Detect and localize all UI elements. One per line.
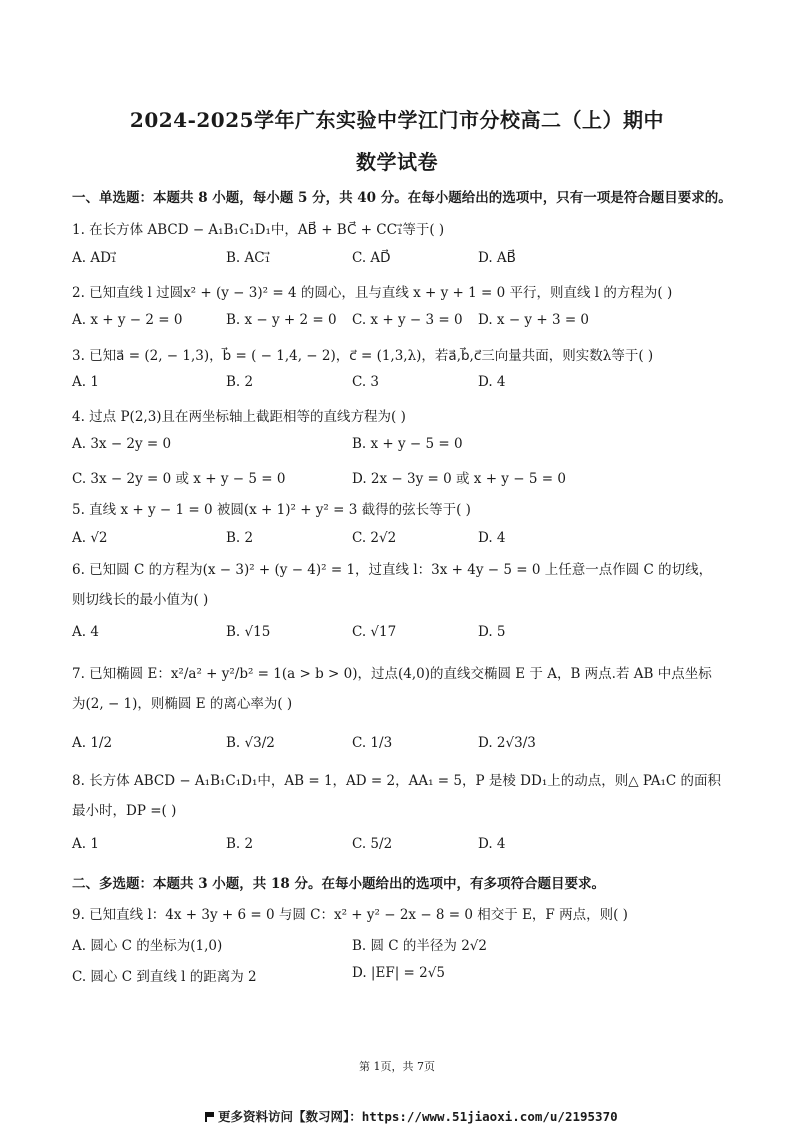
- question-6-option-a: A. 4: [72, 624, 99, 640]
- question-6-stem: 6. 已知圆 C 的方程为(x − 3)² + (y − 4)² = 1，过直线 l：3x + 4y − 5 = 0 上任意一点作圆 C 的切线，则切线长的最小值为( ): [72, 562, 713, 608]
- question-4-option-d: D. 2x − 3y = 0 或 x + y − 5 = 0: [352, 471, 566, 487]
- page-number: 第 1页，共 7页: [359, 1060, 435, 1073]
- flag-icon: [205, 1112, 214, 1122]
- question-1-option-c: C. AD⃗: [352, 250, 391, 266]
- question-3-option-a: A. 1: [72, 374, 99, 390]
- question-8-option-c: C. 5/2: [352, 836, 393, 852]
- question-2-option-c: C. x + y − 3 = 0: [352, 312, 463, 328]
- download-banner[interactable]: [205, 1107, 618, 1125]
- section-heading-multiple-choice: 二、多选题：本题共 3 小题，共 18 分。在每小题给出的选项中，有多项符合题目要求。: [72, 876, 605, 892]
- question-2-stem: 2. 已知直线 l 过圆x² + (y − 3)² = 4 的圆心，且与直线 x + y + 1 = 0 平行，则直线 l 的方程为( ): [72, 285, 673, 301]
- question-7-option-c: C. 1/3: [352, 735, 393, 751]
- question-1-option-a: A. AD₁⃗: [72, 250, 117, 266]
- question-2-option-d: D. x − y + 3 = 0: [478, 312, 590, 328]
- question-5-option-b: B. 2: [226, 530, 254, 546]
- question-4-option-a: A. 3x − 2y = 0: [72, 436, 172, 452]
- question-1-option-b: B. AC₁⃗: [226, 250, 270, 266]
- question-4-option-b: B. x + y − 5 = 0: [352, 436, 463, 452]
- question-1-stem: 1. 在长方体 ABCD − A₁B₁C₁D₁中，AB⃗ + BC⃗ + CC₁⃗等于( ): [72, 222, 445, 238]
- question-7-stem: 7. 已知椭圆 E：x²/a² + y²/b² = 1(a > b > 0)，过点(4,0)的直线交椭圆 E 于 A，B 两点.若 AB 中点坐标为(2, − 1)，则椭圆 E 的离心率为( ): [72, 666, 712, 712]
- question-6-option-c: C. √17: [352, 624, 397, 640]
- question-3-option-b: B. 2: [226, 374, 254, 390]
- question-7-option-b: B. √3/2: [226, 735, 275, 751]
- question-3-option-c: C. 3: [352, 374, 380, 390]
- question-5-option-a: A. √2: [72, 530, 108, 546]
- question-9-option-d: D. |EF| = 2√5: [352, 965, 445, 981]
- banner-text: 更多资料访问【数习网】：https://www.51jiaoxi.com/u/2195370: [218, 1109, 618, 1124]
- question-6-option-b: B. √15: [226, 624, 271, 640]
- question-8-stem: 8. 长方体 ABCD − A₁B₁C₁D₁中，AB = 1，AD = 2，AA₁ = 5，P 是棱 DD₁上的动点，则△ PA₁C 的面积最小时，DP =( ): [72, 773, 722, 819]
- question-9-option-c: C. 圆心 C 到直线 l 的距离为 2: [72, 969, 257, 985]
- question-9-option-b: B. 圆 C 的半径为 2√2: [352, 938, 487, 954]
- question-4-option-c: C. 3x − 2y = 0 或 x + y − 5 = 0: [72, 471, 286, 487]
- question-8-option-a: A. 1: [72, 836, 99, 852]
- question-9-option-a: A. 圆心 C 的坐标为(1,0): [72, 938, 223, 954]
- question-3-stem: 3. 已知a⃗ = (2, − 1,3)，b⃗ = ( − 1,4, − 2)，c⃗ = (1,3,λ)，若a⃗,b⃗,c⃗三向量共面，则实数λ等于( ): [72, 348, 654, 364]
- question-3-option-d: D. 4: [478, 374, 506, 390]
- question-2-option-a: A. x + y − 2 = 0: [72, 312, 183, 328]
- question-5-option-d: D. 4: [478, 530, 506, 546]
- title-line-2: 数学试卷: [356, 150, 438, 174]
- question-4-stem: 4. 过点 P(2,3)且在两坐标轴上截距相等的直线方程为( ): [72, 409, 406, 425]
- question-7-option-d: D. 2√3/3: [478, 735, 536, 751]
- question-6-option-d: D. 5: [478, 624, 506, 640]
- question-5-option-c: C. 2√2: [352, 530, 397, 546]
- question-5-stem: 5. 直线 x + y − 1 = 0 被圆(x + 1)² + y² = 3 截得的弦长等于( ): [72, 502, 471, 518]
- question-7-option-a: A. 1/2: [72, 735, 113, 751]
- section-heading-single-choice: 一、单选题：本题共 8 小题，每小题 5 分，共 40 分。在每小题给出的选项中，只有一项是符合题目要求的。: [72, 190, 732, 206]
- title-line-1: 2024-2025学年广东实验中学江门市分校高二（上）期中: [129, 108, 665, 132]
- question-2-option-b: B. x − y + 2 = 0: [226, 312, 337, 328]
- question-1-option-d: D. AB⃗: [478, 250, 516, 266]
- question-8-option-d: D. 4: [478, 836, 506, 852]
- question-8-option-b: B. 2: [226, 836, 254, 852]
- question-9-stem: 9. 已知直线 l：4x + 3y + 6 = 0 与圆 C：x² + y² − 2x − 8 = 0 相交于 E，F 两点，则( ): [72, 907, 628, 923]
